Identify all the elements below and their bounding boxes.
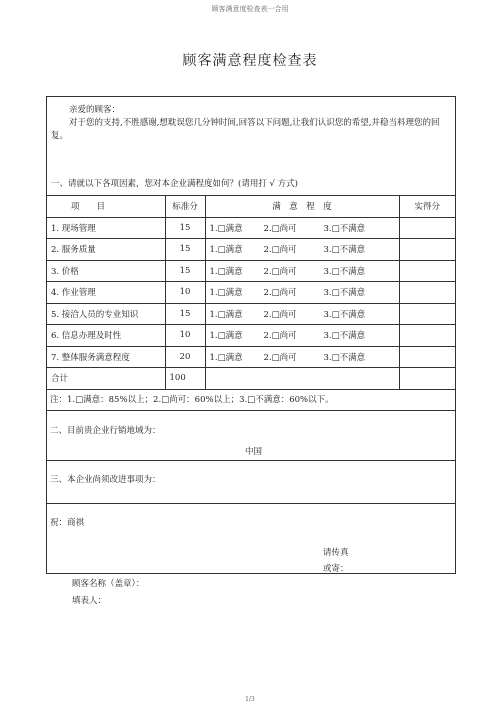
row-score-cell[interactable] <box>399 325 455 347</box>
option-2-checkbox[interactable]: 2.□尚可 <box>263 266 297 277</box>
option-1-checkbox[interactable]: 1.□满意 <box>209 331 243 342</box>
option-1-checkbox[interactable]: 1.□满意 <box>209 288 243 299</box>
closing-wish: 祝：商祺 <box>50 517 85 528</box>
survey-form <box>46 96 456 574</box>
option-2-checkbox[interactable]: 2.□尚可 <box>263 223 297 234</box>
row-satisfaction-options <box>205 346 399 368</box>
row-item: 7. 整体服务满意程度 <box>47 346 165 368</box>
question-3-label: 三、本企业尚须改进事项为： <box>50 474 161 485</box>
total-satisfaction-cell <box>205 368 399 390</box>
row-score-cell[interactable] <box>399 239 455 261</box>
page-number: 1/3 <box>245 696 255 703</box>
row-item: 5. 接洽人员的专业知识 <box>47 303 165 325</box>
option-1-checkbox[interactable]: 1.□满意 <box>209 309 243 320</box>
row-satisfaction-options <box>205 303 399 325</box>
row-standard: 10 <box>165 282 205 304</box>
row-standard: 20 <box>165 346 205 368</box>
page-title: 顾客满意程度检查表 <box>182 53 318 69</box>
row-score-cell[interactable] <box>399 282 455 304</box>
option-2-checkbox[interactable]: 2.□尚可 <box>263 331 297 342</box>
option-1-checkbox[interactable]: 1.□满意 <box>209 266 243 277</box>
table-row <box>47 303 455 325</box>
row-item: 2. 服务质量 <box>47 239 165 261</box>
total-value: 100 <box>165 368 205 390</box>
option-2-checkbox[interactable]: 2.□尚可 <box>263 352 297 363</box>
greeting: 亲爱的顾客： <box>69 105 121 115</box>
option-3-checkbox[interactable]: 3.□不满意 <box>323 352 366 363</box>
question-3-section <box>47 461 455 504</box>
row-item: 6. 信息办理及时性 <box>47 325 165 347</box>
intro-body: 对于您的支持,不胜感谢,想耽误您几分钟时间,回答以下问题,让我们认识您的希望,并稳当料理您的回复。 <box>51 118 440 141</box>
option-3-checkbox[interactable]: 3.□不满意 <box>323 331 366 342</box>
row-standard: 15 <box>165 260 205 282</box>
option-3-checkbox[interactable]: 3.□不满意 <box>323 288 366 299</box>
header-score: 实得分 <box>399 196 455 217</box>
row-satisfaction-options <box>205 282 399 304</box>
total-row <box>47 368 455 390</box>
row-item: 1. 现场管理 <box>47 217 165 239</box>
table-row <box>47 260 455 282</box>
row-satisfaction-options <box>205 260 399 282</box>
fax-label: 请传真 <box>323 547 349 558</box>
question-2-section <box>47 411 455 461</box>
option-3-checkbox[interactable]: 3.□不满意 <box>323 245 366 256</box>
row-standard: 15 <box>165 217 205 239</box>
row-score-cell[interactable] <box>399 260 455 282</box>
row-satisfaction-options <box>205 325 399 347</box>
table-row <box>47 217 455 239</box>
question-2-answer[interactable]: 中国 <box>245 446 263 457</box>
total-score-cell[interactable] <box>399 368 455 390</box>
option-2-checkbox[interactable]: 2.□尚可 <box>263 309 297 320</box>
closing-section <box>47 504 455 573</box>
row-item: 4. 作业管理 <box>47 282 165 304</box>
mail-label: 或寄： <box>323 563 349 574</box>
table-row <box>47 282 455 304</box>
row-satisfaction-options <box>205 239 399 261</box>
note: 注：1.□满意：85%以上；2.□尚可：60%以上；3.□不满意：60%以下。 <box>47 389 455 411</box>
row-score-cell[interactable] <box>399 217 455 239</box>
running-head: 顾客满意度检查表一合用 <box>211 5 289 13</box>
table-row <box>47 239 455 261</box>
header-item: 项 目 <box>47 196 165 217</box>
header-standard: 标准分 <box>165 196 205 217</box>
row-standard: 10 <box>165 325 205 347</box>
table-header-row <box>47 196 455 217</box>
header-satisfaction: 满 意 程 度 <box>205 196 399 217</box>
option-1-checkbox[interactable]: 1.□满意 <box>209 223 243 234</box>
table-row <box>47 325 455 347</box>
question-1: 一、请就以下各项因素，您对本企业满程度如何？(请用打 √ 方式) <box>51 179 298 189</box>
table-row <box>47 346 455 368</box>
intro-section <box>47 97 455 196</box>
option-2-checkbox[interactable]: 2.□尚可 <box>263 288 297 299</box>
total-label: 合计 <box>47 368 165 390</box>
filler-label: 填表人： <box>72 596 107 606</box>
option-1-checkbox[interactable]: 1.□满意 <box>209 352 243 363</box>
row-score-cell[interactable] <box>399 346 455 368</box>
option-2-checkbox[interactable]: 2.□尚可 <box>263 245 297 256</box>
option-1-checkbox[interactable]: 1.□满意 <box>209 245 243 256</box>
option-3-checkbox[interactable]: 3.□不满意 <box>323 223 366 234</box>
option-3-checkbox[interactable]: 3.□不满意 <box>323 266 366 277</box>
question-2-label: 二、目前贵企业行销地域为： <box>50 425 161 436</box>
row-standard: 15 <box>165 239 205 261</box>
row-standard: 15 <box>165 303 205 325</box>
row-score-cell[interactable] <box>399 303 455 325</box>
row-satisfaction-options <box>205 217 399 239</box>
customer-name-label: 顾客名称（盖章）： <box>72 579 145 589</box>
satisfaction-table <box>47 196 455 390</box>
row-item: 3. 价格 <box>47 260 165 282</box>
option-3-checkbox[interactable]: 3.□不满意 <box>323 309 366 320</box>
